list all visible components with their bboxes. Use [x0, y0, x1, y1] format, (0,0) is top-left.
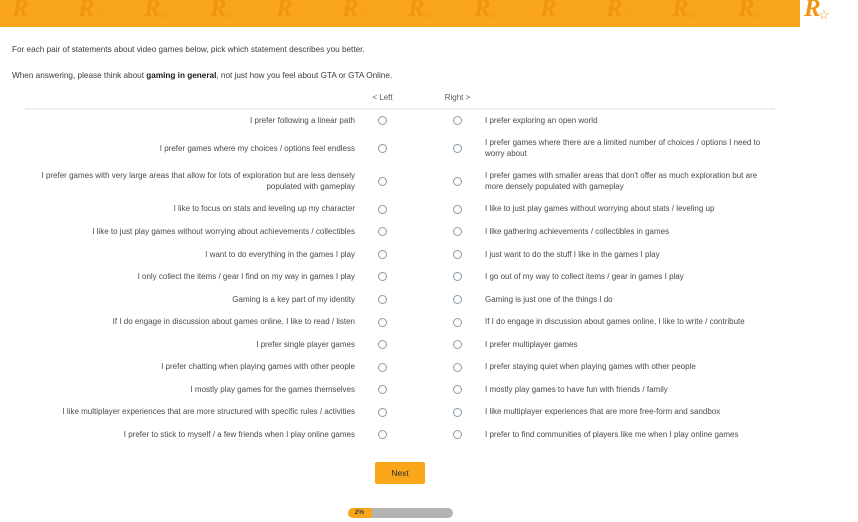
logo-letter-r: R — [804, 0, 821, 22]
right-radio-cell — [430, 244, 485, 267]
left-radio-cell — [355, 334, 410, 357]
header-spacer-right — [485, 93, 775, 109]
survey-page — [0, 27, 800, 522]
left-statement: I like to focus on stats and leveling up my character — [173, 204, 355, 214]
table-row — [25, 132, 775, 165]
radio-gap-cell — [410, 244, 430, 267]
radio-gap-cell — [410, 356, 430, 379]
logo-letter-r: R — [144, 0, 161, 22]
table-row — [25, 109, 775, 133]
right-statement: I go out of my way to collect items / gear in games I play — [485, 272, 684, 282]
left-radio-cell — [355, 379, 410, 402]
right-statement: If I do engage in discussion about games online, I like to write / contribute — [485, 317, 745, 327]
radio-left-10[interactable] — [378, 340, 387, 349]
radio-gap-cell — [410, 266, 430, 289]
radio-gap-cell — [410, 132, 430, 165]
right-radio-cell — [430, 198, 485, 221]
logo-star-icon: ☆ — [224, 7, 236, 22]
rockstar-logo-icon — [132, 0, 198, 27]
radio-gap-cell — [410, 311, 430, 334]
radio-gap-cell — [410, 109, 430, 133]
table-row — [25, 401, 775, 424]
right-statement: I prefer to find communities of players like me when I play online games — [485, 429, 739, 439]
right-radio-cell — [430, 266, 485, 289]
logo-letter-r: R — [276, 0, 293, 22]
intro-line-2 — [12, 55, 788, 81]
right-statement: I prefer staying quiet when playing games with other people — [485, 362, 696, 372]
rockstar-logo-icon — [264, 0, 330, 27]
right-statement: I prefer games with smaller areas that don't offer as much exploration but are more densely populated with gameplay — [485, 171, 758, 191]
radio-left-9[interactable] — [378, 318, 387, 327]
logo-star-icon: ☆ — [290, 7, 302, 22]
intro-line-2-emphasis: gaming in general — [146, 70, 217, 80]
radio-gap-cell — [410, 424, 430, 447]
radio-left-14[interactable] — [378, 430, 387, 439]
rockstar-logo-icon — [198, 0, 264, 27]
table-row — [25, 221, 775, 244]
rockstar-logo-icon — [66, 0, 132, 27]
rockstar-logo-icon — [330, 0, 396, 27]
radio-right-6[interactable] — [453, 250, 462, 259]
logo-star-icon: ☆ — [422, 7, 434, 22]
left-statement: I like to just play games without worrying about achievements / collectibles — [92, 226, 355, 236]
logo-star-icon: ☆ — [26, 7, 38, 22]
radio-left-4[interactable] — [378, 205, 387, 214]
right-radio-cell — [430, 356, 485, 379]
progress-bar-label: 2% — [354, 509, 365, 517]
table-row — [25, 198, 775, 221]
radio-right-5[interactable] — [453, 227, 462, 236]
right-statement: I prefer games where there are a limited number of choices / options I need to worry about — [485, 138, 761, 158]
left-statement: I want to do everything in the games I play — [205, 249, 355, 259]
radio-gap-cell — [410, 334, 430, 357]
radio-right-7[interactable] — [453, 272, 462, 281]
logo-star-icon: ☆ — [752, 7, 764, 22]
intro-line-1: For each pair of statements about video games below, pick which statement describes you better. — [12, 45, 365, 54]
radio-left-3[interactable] — [378, 177, 387, 186]
left-radio-cell — [355, 132, 410, 165]
rockstar-logo-icon — [660, 0, 726, 27]
site-header — [0, 0, 830, 27]
progress-bar — [348, 508, 453, 518]
left-radio-cell — [355, 356, 410, 379]
left-statement: I prefer chatting when playing games with other people — [161, 362, 355, 372]
next-button[interactable]: Next — [375, 462, 424, 484]
intro-line-2-prefix: When answering, please think about — [12, 70, 147, 80]
radio-left-7[interactable] — [378, 272, 387, 281]
radio-right-1[interactable] — [453, 116, 462, 125]
radio-left-8[interactable] — [378, 295, 387, 304]
left-statement: I only collect the items / gear I find on my way in games I play — [137, 272, 355, 282]
right-radio-cell — [430, 165, 485, 198]
left-radio-cell — [355, 244, 410, 267]
logo-star-icon: ☆ — [620, 7, 632, 22]
radio-right-9[interactable] — [453, 318, 462, 327]
left-radio-cell — [355, 198, 410, 221]
table-row — [25, 165, 775, 198]
logo-star-icon: ☆ — [356, 7, 368, 22]
logo-letter-r: R — [408, 0, 425, 22]
logo-letter-r: R — [540, 0, 557, 22]
right-statement: I prefer multiplayer games — [485, 339, 578, 349]
rockstar-logo-icon — [594, 0, 660, 27]
table-row — [25, 334, 775, 357]
right-statement: I prefer exploring an open world — [485, 115, 598, 125]
right-radio-cell — [430, 401, 485, 424]
logo-letter-r: R — [12, 0, 29, 22]
rockstar-logo-icon — [462, 0, 528, 27]
matrix-head — [25, 93, 775, 109]
table-row — [25, 379, 775, 402]
logo-star-icon: ☆ — [92, 7, 104, 22]
rockstar-logo-icon — [792, 0, 858, 27]
left-radio-cell — [355, 289, 410, 312]
progress-row — [0, 504, 800, 522]
logo-star-icon: ☆ — [158, 7, 170, 22]
rockstar-logo-icon — [0, 0, 66, 27]
radio-right-3[interactable] — [453, 177, 462, 186]
logo-letter-r: R — [606, 0, 623, 22]
table-row — [25, 424, 775, 447]
right-radio-cell — [430, 221, 485, 244]
matrix-header-row — [25, 93, 775, 109]
radio-gap-cell — [410, 221, 430, 244]
table-row — [25, 311, 775, 334]
radio-gap-cell — [410, 379, 430, 402]
logo-letter-r: R — [738, 0, 755, 22]
left-statement: I prefer following a linear path — [250, 115, 355, 125]
left-radio-cell — [355, 221, 410, 244]
rockstar-logo-pattern — [0, 0, 830, 27]
intro-line-2-suffix: , not just how you feel about GTA or GTA Online. — [216, 70, 393, 80]
right-radio-cell — [430, 289, 485, 312]
table-row — [25, 289, 775, 312]
radio-left-13[interactable] — [378, 408, 387, 417]
header-spacer-mid — [410, 93, 430, 109]
left-radio-cell — [355, 401, 410, 424]
radio-left-1[interactable] — [378, 116, 387, 125]
column-header-left: < Left — [355, 93, 410, 109]
right-radio-cell — [430, 334, 485, 357]
logo-star-icon: ☆ — [488, 7, 500, 22]
radio-right-14[interactable] — [453, 430, 462, 439]
table-row — [25, 244, 775, 267]
radio-right-11[interactable] — [453, 363, 462, 372]
radio-right-8[interactable] — [453, 295, 462, 304]
radio-left-2[interactable] — [378, 144, 387, 153]
rockstar-logo-icon — [726, 0, 792, 27]
radio-right-10[interactable] — [453, 340, 462, 349]
radio-right-12[interactable] — [453, 385, 462, 394]
right-radio-cell — [430, 132, 485, 165]
left-radio-cell — [355, 165, 410, 198]
right-statement: I mostly play games to have fun with friends / family — [485, 384, 668, 394]
logo-letter-r: R — [474, 0, 491, 22]
radio-right-2[interactable] — [453, 144, 462, 153]
preference-matrix-table — [25, 93, 775, 447]
rockstar-logo-icon — [528, 0, 594, 27]
right-radio-cell — [430, 379, 485, 402]
right-radio-cell — [430, 424, 485, 447]
logo-letter-r: R — [672, 0, 689, 22]
logo-star-icon: ☆ — [818, 7, 830, 22]
next-row — [0, 462, 800, 484]
left-radio-cell — [355, 109, 410, 133]
radio-left-12[interactable] — [378, 385, 387, 394]
left-statement: Gaming is a key part of my identity — [232, 294, 355, 304]
intro-block — [0, 27, 800, 81]
matrix-body — [25, 109, 775, 447]
right-radio-cell — [430, 109, 485, 133]
radio-left-11[interactable] — [378, 363, 387, 372]
rockstar-logo-icon — [396, 0, 462, 27]
right-statement: I like gathering achievements / collectibles in games — [485, 226, 670, 236]
radio-right-13[interactable] — [453, 408, 462, 417]
table-row — [25, 266, 775, 289]
left-radio-cell — [355, 424, 410, 447]
logo-star-icon: ☆ — [686, 7, 698, 22]
left-statement: I prefer single player games — [256, 339, 355, 349]
left-statement: I mostly play games for the games themselves — [190, 384, 355, 394]
right-statement: I like multiplayer experiences that are more free-form and sandbox — [485, 407, 721, 417]
radio-gap-cell — [410, 289, 430, 312]
right-statement: I like to just play games without worrying about stats / leveling up — [485, 204, 715, 214]
radio-right-4[interactable] — [453, 205, 462, 214]
radio-gap-cell — [410, 198, 430, 221]
column-header-right: Right > — [430, 93, 485, 109]
radio-left-6[interactable] — [378, 250, 387, 259]
radio-left-5[interactable] — [378, 227, 387, 236]
logo-letter-r: R — [78, 0, 95, 22]
table-row — [25, 356, 775, 379]
logo-letter-r: R — [342, 0, 359, 22]
left-statement: If I do engage in discussion about games online, I like to read / listen — [112, 317, 355, 327]
left-statement: I prefer games where my choices / options feel endless — [159, 143, 355, 153]
right-statement: Gaming is just one of the things I do — [485, 294, 613, 304]
radio-gap-cell — [410, 165, 430, 198]
left-statement: I prefer games with very large areas that allow for lots of exploration but are less densely populated with gameplay — [41, 171, 355, 191]
left-statement: I prefer to stick to myself / a few friends when I play online games — [123, 429, 355, 439]
matrix-wrapper — [0, 93, 800, 447]
radio-gap-cell — [410, 401, 430, 424]
header-spacer-left — [25, 93, 355, 109]
right-statement: I just want to do the stuff I like in the games I play — [485, 249, 660, 259]
left-radio-cell — [355, 311, 410, 334]
left-statement: I like multiplayer experiences that are more structured with specific rules / activities — [62, 407, 355, 417]
left-radio-cell — [355, 266, 410, 289]
right-radio-cell — [430, 311, 485, 334]
logo-letter-r: R — [210, 0, 227, 22]
logo-star-icon: ☆ — [554, 7, 566, 22]
